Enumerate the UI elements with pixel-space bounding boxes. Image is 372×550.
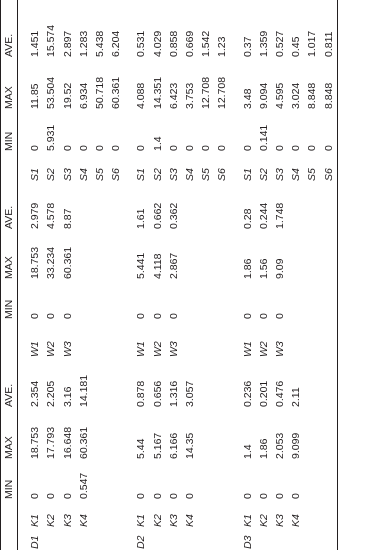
empty-cell: [182, 528, 198, 550]
table-cell: 2.979: [29, 202, 42, 229]
table-cell: 0.878: [135, 380, 148, 407]
table-cell: 1.86: [257, 438, 270, 459]
table-cell: [92, 230, 108, 280]
table-cell: [198, 460, 214, 500]
table-cell: [288, 230, 304, 280]
table-cell: 0: [135, 313, 148, 319]
table-row: [321, 0, 338, 550]
table-cell: 0: [257, 493, 270, 499]
table-cell: 0: [61, 313, 74, 319]
table-cell: 5.44: [135, 438, 148, 459]
row-label: S2: [151, 168, 164, 181]
row-label: S4: [290, 168, 303, 181]
column-header: AVE.: [3, 205, 15, 229]
table-cell: 12.708: [216, 76, 229, 109]
table-cell: 9.099: [290, 432, 303, 459]
table-cell: 14.351: [151, 76, 164, 109]
table-cell: 8.87: [61, 208, 74, 229]
table-cell: 9.094: [257, 82, 270, 109]
table-cell: [321, 460, 338, 500]
row-label: W1: [241, 341, 254, 357]
table-cell: 5.438: [94, 30, 107, 57]
empty-cell: [272, 528, 288, 550]
row-label: W1: [29, 341, 42, 357]
table-cell: [288, 182, 304, 230]
table-cell: 0.37: [241, 36, 254, 57]
table-cell: 17.793: [45, 426, 58, 459]
table-cell: 2.053: [274, 432, 287, 459]
row-label: [108, 500, 124, 528]
table-cell: [108, 408, 124, 460]
row-label: S3: [274, 168, 287, 181]
table-cell: 0.527: [274, 30, 287, 57]
table-cell: 0: [290, 145, 303, 151]
table-cell: 3.753: [184, 82, 197, 109]
row-label: [214, 320, 230, 358]
table-cell: 6.934: [77, 82, 90, 109]
column-header: MIN: [3, 131, 15, 151]
row-label: K3: [167, 514, 180, 527]
group-label: D1: [29, 535, 42, 549]
table-cell: 0: [216, 145, 229, 151]
column-header: AVE.: [3, 383, 15, 407]
table-cell: 0: [151, 493, 164, 499]
row-label: W2: [257, 341, 270, 357]
row-label: K3: [274, 514, 287, 527]
table-cell: [321, 230, 338, 280]
table-cell: 0.531: [135, 30, 148, 57]
empty-cell: [76, 528, 92, 550]
table-header-row: [1, 0, 18, 550]
table-row: [198, 0, 214, 550]
table-cell: 1.359: [257, 30, 270, 57]
table-cell: 2.897: [61, 30, 74, 57]
table-body: [18, 0, 338, 550]
empty-cell: [43, 528, 59, 550]
table-cell: 0: [29, 145, 42, 151]
row-label: [321, 500, 338, 528]
row-label: S6: [216, 168, 229, 181]
table-row: [76, 0, 92, 550]
table-cell: 5.931: [45, 124, 58, 151]
table-cell: 18.753: [29, 246, 42, 279]
table-row: [272, 0, 288, 550]
table-row: [214, 0, 230, 550]
table-cell: 0.236: [241, 380, 254, 407]
table-cell: 0: [151, 313, 164, 319]
table-row: [92, 0, 108, 550]
row-label: W2: [151, 341, 164, 357]
table-cell: [321, 182, 338, 230]
row-label: W2: [45, 341, 58, 357]
table-cell: [304, 182, 320, 230]
table-cell: 6.204: [110, 30, 123, 57]
empty-cell: [288, 528, 304, 550]
empty-cell: [166, 528, 182, 550]
table-cell: 0: [29, 313, 42, 319]
table-cell: 12.708: [200, 76, 213, 109]
row-label: S1: [135, 168, 148, 181]
table-cell: 8.848: [322, 82, 335, 109]
table-cell: [304, 460, 320, 500]
table-cell: 3.024: [290, 82, 303, 109]
empty-cell: [108, 528, 124, 550]
table-row: [288, 0, 304, 550]
table-cell: 1.451: [29, 30, 42, 57]
table-cell: [198, 358, 214, 408]
table-cell: 0: [257, 313, 270, 319]
empty-cell: [256, 528, 272, 550]
row-label: [108, 320, 124, 358]
table-cell: 0: [241, 313, 254, 319]
table-row: [60, 0, 76, 550]
row-label: W3: [274, 341, 287, 357]
table-cell: 6.423: [167, 82, 180, 109]
table-cell: 0: [184, 493, 197, 499]
table-cell: [76, 280, 92, 320]
row-label: S4: [77, 168, 90, 181]
table-cell: 0.662: [151, 202, 164, 229]
table-cell: [321, 358, 338, 408]
column-header: [1, 152, 18, 182]
table-cell: 1.4: [241, 444, 254, 459]
table-cell: [92, 182, 108, 230]
row-label: K2: [257, 514, 270, 527]
column-header: MAX: [3, 256, 15, 279]
table-cell: 1.23: [216, 36, 229, 57]
table-cell: 4.595: [274, 82, 287, 109]
table-cell: [214, 358, 230, 408]
row-label: [198, 320, 214, 358]
row-label: K1: [29, 514, 42, 527]
table-cell: 2.867: [167, 252, 180, 279]
table-cell: 1.017: [306, 30, 319, 57]
table-cell: 0.45: [290, 36, 303, 57]
table-row: [43, 0, 59, 550]
row-label: K4: [77, 514, 90, 527]
table-cell: 0: [61, 145, 74, 151]
table-cell: [214, 460, 230, 500]
table-cell: 1.748: [274, 202, 287, 229]
table-cell: 53.504: [45, 76, 58, 109]
table-cell: 19.52: [61, 82, 74, 109]
row-label: [198, 500, 214, 528]
table-cell: 5.441: [135, 252, 148, 279]
row-label: [182, 320, 198, 358]
table-cell: 5.167: [151, 432, 164, 459]
table-row: [166, 0, 182, 550]
table-cell: 0: [167, 145, 180, 151]
table-cell: 0: [77, 145, 90, 151]
table-cell: 4.088: [135, 82, 148, 109]
table-cell: 33.234: [45, 246, 58, 279]
empty-cell: [214, 528, 230, 550]
table-cell: 6.166: [167, 432, 180, 459]
row-label: K1: [135, 514, 148, 527]
table-cell: [182, 182, 198, 230]
table-cell: [182, 230, 198, 280]
table-cell: 9.09: [274, 258, 287, 279]
table-cell: 0.362: [167, 202, 180, 229]
table-cell: 60.361: [110, 76, 123, 109]
table-cell: 0: [61, 493, 74, 499]
table-cell: [76, 182, 92, 230]
table-cell: 0: [274, 145, 287, 151]
table-cell: 4.118: [151, 253, 164, 279]
row-label: S6: [110, 168, 123, 181]
table-cell: 16.648: [61, 426, 74, 459]
row-label: W3: [61, 341, 74, 357]
table-cell: 0: [274, 493, 287, 499]
table-cell: [321, 280, 338, 320]
table-cell: 14.35: [184, 432, 197, 459]
table-cell: 4.029: [151, 30, 164, 57]
empty-cell: [321, 528, 338, 550]
table-cell: 2.205: [45, 380, 58, 407]
column-header: [1, 500, 18, 528]
table-cell: 3.057: [184, 380, 197, 407]
table-cell: 0: [322, 145, 335, 151]
table-cell: 0.201: [257, 380, 270, 407]
row-label: [288, 320, 304, 358]
table-cell: [321, 408, 338, 460]
row-label: K3: [61, 514, 74, 527]
table-cell: [214, 230, 230, 280]
table-cell: [108, 182, 124, 230]
table-cell: 2.354: [29, 380, 42, 407]
column-header: MAX: [3, 86, 15, 109]
table-cell: 3.48: [241, 88, 254, 109]
table-cell: [304, 230, 320, 280]
group-label: D3: [241, 535, 254, 549]
table-cell: 18.753: [29, 426, 42, 459]
table-cell: [76, 230, 92, 280]
row-label: S3: [61, 168, 74, 181]
table-cell: 0.476: [274, 380, 287, 407]
table-cell: 11.85: [29, 83, 42, 109]
table-cell: 60.361: [77, 426, 90, 459]
table-cell: [92, 460, 108, 500]
table-cell: [92, 358, 108, 408]
row-label: [321, 320, 338, 358]
table-cell: 0.547: [77, 472, 90, 499]
table-row: [18, 0, 44, 550]
row-label: S2: [257, 168, 270, 181]
row-label: S1: [29, 168, 42, 181]
table-cell: [288, 280, 304, 320]
row-label: K1: [241, 514, 254, 527]
table-cell: 0.28: [241, 208, 254, 229]
row-label: S5: [306, 168, 319, 181]
group-label: D2: [135, 535, 148, 549]
row-label: S3: [167, 168, 180, 181]
table-cell: 1.283: [77, 30, 90, 57]
table-row: [256, 0, 272, 550]
table-cell: 1.542: [200, 30, 213, 57]
table-cell: 50.718: [94, 76, 107, 109]
row-label: W3: [167, 341, 180, 357]
row-label: K2: [45, 514, 58, 527]
table-cell: [108, 230, 124, 280]
table-cell: [108, 460, 124, 500]
table-cell: 8.848: [306, 82, 319, 109]
table-cell: [304, 280, 320, 320]
column-header: MIN: [3, 299, 15, 319]
table-cell: [92, 280, 108, 320]
table-cell: 0: [110, 145, 123, 151]
table-cell: 0: [184, 145, 197, 151]
table-cell: 0.656: [151, 380, 164, 407]
table-cell: 14.181: [77, 374, 90, 407]
row-label: [92, 320, 108, 358]
row-label: S2: [45, 168, 58, 181]
table-cell: [214, 280, 230, 320]
table-cell: 1.86: [241, 258, 254, 279]
table-cell: [92, 408, 108, 460]
empty-cell: [60, 528, 76, 550]
table-cell: 0.811: [322, 31, 335, 57]
table-cell: [108, 358, 124, 408]
table-cell: [304, 358, 320, 408]
column-header: [1, 320, 18, 358]
table-cell: 0: [306, 145, 319, 151]
table-cell: 0: [29, 493, 42, 499]
table-cell: [214, 182, 230, 230]
table-cell: [198, 182, 214, 230]
table-cell: [198, 408, 214, 460]
row-label: [304, 320, 320, 358]
column-header: MAX: [3, 436, 15, 459]
table-cell: 0.141: [257, 124, 270, 151]
row-label: S5: [200, 168, 213, 181]
table-cell: 2.11: [290, 387, 303, 407]
table-cell: 0.244: [257, 202, 270, 229]
table-cell: 1.316: [167, 380, 180, 407]
table-cell: 0: [135, 493, 148, 499]
table-cell: [214, 408, 230, 460]
table-cell: [198, 230, 214, 280]
table-cell: 1.4: [151, 136, 164, 151]
table-cell: 4.578: [45, 202, 58, 229]
column-header: [1, 528, 18, 550]
table-cell: 0.669: [184, 30, 197, 57]
table-row: [108, 0, 124, 550]
table-cell: 0: [241, 145, 254, 151]
row-label: S6: [322, 168, 335, 181]
row-label: S5: [94, 168, 107, 181]
row-label: S1: [241, 168, 254, 181]
row-label: [92, 500, 108, 528]
table-cell: 0: [94, 145, 107, 151]
row-label: [304, 500, 320, 528]
column-header: MIN: [3, 479, 15, 499]
table-cell: [304, 408, 320, 460]
row-label: K2: [151, 514, 164, 527]
table-row: [124, 0, 149, 550]
row-label: K4: [184, 514, 197, 527]
table-cell: 3.16: [61, 386, 74, 407]
empty-cell: [150, 528, 166, 550]
row-label: K4: [290, 514, 303, 527]
table-cell: [108, 280, 124, 320]
table-cell: 0: [167, 313, 180, 319]
empty-cell: [304, 528, 320, 550]
row-label: S4: [184, 168, 197, 181]
empty-cell: [92, 528, 108, 550]
table-cell: [198, 280, 214, 320]
table-row: [304, 0, 320, 550]
table-cell: 0: [274, 313, 287, 319]
table-cell: [182, 280, 198, 320]
table-row: [150, 0, 166, 550]
table-cell: 0: [45, 493, 58, 499]
row-label: [76, 320, 92, 358]
column-header: AVE.: [3, 33, 15, 57]
row-label: W1: [135, 341, 148, 357]
table-cell: 0.858: [167, 30, 180, 57]
table-cell: 1.61: [135, 208, 148, 229]
table-cell: 0: [200, 145, 213, 151]
table-cell: 60.361: [61, 246, 74, 279]
table-row: [182, 0, 198, 550]
table-cell: 15.574: [45, 24, 58, 57]
table-cell: 0: [167, 493, 180, 499]
table-cell: 1.56: [257, 258, 270, 279]
empty-cell: [198, 528, 214, 550]
table-cell: 0: [45, 313, 58, 319]
table-cell: 0: [241, 493, 254, 499]
table-cell: 0: [135, 145, 148, 151]
table-row: [231, 0, 256, 550]
table-cell: 0: [290, 493, 303, 499]
row-label: [214, 500, 230, 528]
